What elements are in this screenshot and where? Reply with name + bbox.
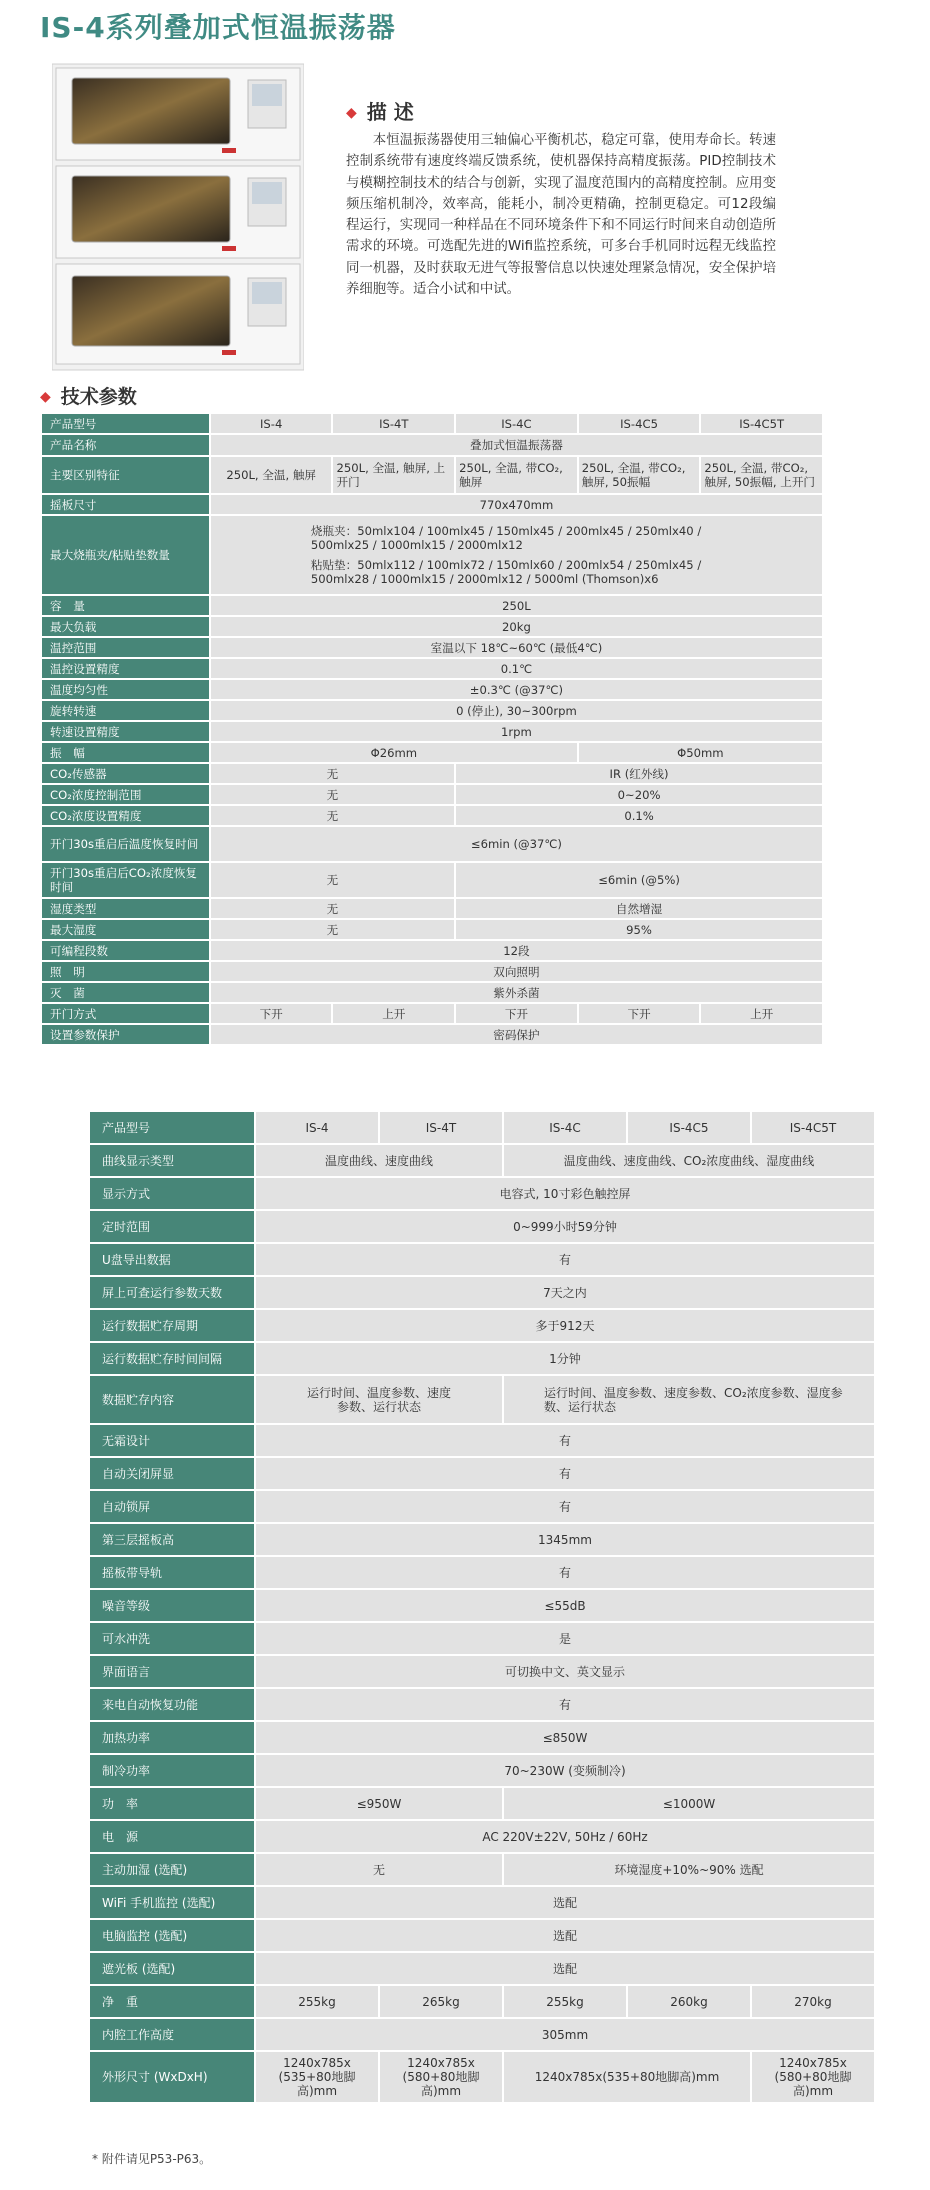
table-row xyxy=(42,680,822,699)
value-cell: 250L, 全温, 带CO₂, 触屏, 50振幅, 上开门 xyxy=(701,457,822,493)
value-cell: 无 xyxy=(211,806,454,825)
row-label: 转速设置精度 xyxy=(42,722,209,741)
table-row xyxy=(42,722,822,741)
value-cell: 可切换中文、英文显示 xyxy=(256,1656,874,1687)
table-row xyxy=(90,1211,874,1242)
row-label: 内腔工作高度 xyxy=(90,2019,254,2050)
table-row xyxy=(42,457,822,493)
value-cell: ≤55dB xyxy=(256,1590,874,1621)
product-image xyxy=(52,62,304,372)
diamond-bullet-icon: ◆ xyxy=(40,389,51,405)
table-row xyxy=(42,806,822,825)
table-row xyxy=(42,962,822,981)
table-row xyxy=(42,495,822,514)
value-cell: 有 xyxy=(256,1458,874,1489)
model-cell: IS-4 xyxy=(211,414,332,433)
value-cell: 0~20% xyxy=(456,785,822,804)
row-label: 主动加湿 (选配) xyxy=(90,1854,254,1885)
spec-table-1 xyxy=(40,412,824,1046)
table-row xyxy=(90,1244,874,1275)
value-cell: 1240x785x (580+80地脚高)mm xyxy=(380,2052,502,2102)
value-cell: 运行时间、温度参数、速度参数、运行状态 xyxy=(256,1376,502,1423)
model-cell: IS-4T xyxy=(333,414,454,433)
value-cell: 环境湿度+10%~90% 选配 xyxy=(504,1854,874,1885)
row-label: 噪音等级 xyxy=(90,1590,254,1621)
table-row xyxy=(90,2052,874,2102)
row-label: 开门方式 xyxy=(42,1004,209,1023)
table-row xyxy=(42,596,822,615)
table-row xyxy=(42,920,822,939)
model-cell: IS-4C5 xyxy=(579,414,700,433)
table-row xyxy=(42,827,822,861)
value-cell: 0.1% xyxy=(456,806,822,825)
row-label: 可编程段数 xyxy=(42,941,209,960)
row-label: 功 率 xyxy=(90,1788,254,1819)
value-cell: 紫外杀菌 xyxy=(211,983,822,1002)
value-cell: ≤1000W xyxy=(504,1788,874,1819)
table-row xyxy=(90,1623,874,1654)
row-label: 自动关闭屏显 xyxy=(90,1458,254,1489)
value-cell: 20kg xyxy=(211,617,822,636)
row-label: 电脑监控 (选配) xyxy=(90,1920,254,1951)
row-label: 开门30s重启后CO₂浓度恢复时间 xyxy=(42,863,209,897)
table-row xyxy=(90,1755,874,1786)
table-row xyxy=(42,1025,822,1044)
value-cell: 选配 xyxy=(256,1887,874,1918)
table-row xyxy=(42,414,822,433)
value-cell: 有 xyxy=(256,1689,874,1720)
shaker-unit-bottom xyxy=(56,264,300,364)
table-row xyxy=(90,1343,874,1374)
row-label: 定时范围 xyxy=(90,1211,254,1242)
row-label: 界面语言 xyxy=(90,1656,254,1687)
value-cell: 下开 xyxy=(456,1004,577,1023)
table-row xyxy=(42,1004,822,1023)
row-label: 产品型号 xyxy=(42,414,209,433)
value-cell: Φ50mm xyxy=(579,743,822,762)
row-label: 摇板尺寸 xyxy=(42,495,209,514)
row-label: 温度均匀性 xyxy=(42,680,209,699)
table-row xyxy=(42,764,822,783)
row-label: U盘导出数据 xyxy=(90,1244,254,1275)
row-label: 产品型号 xyxy=(90,1112,254,1143)
value-cell: 260kg xyxy=(628,1986,750,2017)
value-cell: 无 xyxy=(211,764,454,783)
table-row xyxy=(90,1953,874,1984)
row-label: 制冷功率 xyxy=(90,1755,254,1786)
value-cell: 选配 xyxy=(256,1920,874,1951)
value-cell: 12段 xyxy=(211,941,822,960)
value-cell: 无 xyxy=(211,863,454,897)
row-label: 净 重 xyxy=(90,1986,254,2017)
model-cell: IS-4C xyxy=(456,414,577,433)
row-label: WiFi 手机监控 (选配) xyxy=(90,1887,254,1918)
row-label: 灭 菌 xyxy=(42,983,209,1002)
value-cell: 1rpm xyxy=(211,722,822,741)
row-label: 湿度类型 xyxy=(42,899,209,918)
value-cell: ≤950W xyxy=(256,1788,502,1819)
table-row xyxy=(90,1821,874,1852)
value-cell: 无 xyxy=(211,785,454,804)
row-label: CO₂浓度设置精度 xyxy=(42,806,209,825)
table-row xyxy=(42,638,822,657)
table-row xyxy=(90,1722,874,1753)
table-row xyxy=(90,1178,874,1209)
table-row xyxy=(90,1277,874,1308)
table-row xyxy=(42,785,822,804)
table-row xyxy=(90,2019,874,2050)
table-row xyxy=(90,1425,874,1456)
value-cell: 温度曲线、速度曲线、CO₂浓度曲线、湿度曲线 xyxy=(504,1145,874,1176)
model-cell: IS-4C5T xyxy=(701,414,822,433)
table-row xyxy=(90,1491,874,1522)
value-cell: 无 xyxy=(256,1854,502,1885)
value-cell: 叠加式恒温振荡器 xyxy=(211,435,822,455)
table-row xyxy=(90,1458,874,1489)
row-label: 运行数据贮存周期 xyxy=(90,1310,254,1341)
row-label: 摇板带导轨 xyxy=(90,1557,254,1588)
value-cell: 250L, 全温, 带CO₂, 触屏, 50振幅 xyxy=(579,457,700,493)
table-row xyxy=(42,743,822,762)
value-cell: 1345mm xyxy=(256,1524,874,1555)
value-cell: 95% xyxy=(456,920,822,939)
row-label: 数据贮存内容 xyxy=(90,1376,254,1423)
shaker-unit-middle xyxy=(56,166,300,258)
model-cell: IS-4C5T xyxy=(752,1112,874,1143)
table-row xyxy=(90,1145,874,1176)
row-label: 来电自动恢复功能 xyxy=(90,1689,254,1720)
table-row xyxy=(42,516,822,594)
value-cell: 下开 xyxy=(211,1004,332,1023)
row-label: CO₂传感器 xyxy=(42,764,209,783)
value-cell xyxy=(211,516,822,594)
value-cell: 温度曲线、速度曲线 xyxy=(256,1145,502,1176)
row-label: 开门30s重启后温度恢复时间 xyxy=(42,827,209,861)
table-row xyxy=(90,1310,874,1341)
description-heading: ◆ 描 述 xyxy=(346,100,414,124)
value-cell: 0.1℃ xyxy=(211,659,822,678)
value-cell: 有 xyxy=(256,1557,874,1588)
value-cell: 7天之内 xyxy=(256,1277,874,1308)
value-cell: 密码保护 xyxy=(211,1025,822,1044)
row-label: 振 幅 xyxy=(42,743,209,762)
row-label: 最大烧瓶夹/粘贴垫数量 xyxy=(42,516,209,594)
table-row xyxy=(42,617,822,636)
shaker-unit-top xyxy=(56,68,300,160)
row-label: 最大负载 xyxy=(42,617,209,636)
value-cell: 运行时间、温度参数、速度参数、CO₂浓度参数、湿度参数、运行状态 xyxy=(504,1376,874,1423)
value-cell: 电容式, 10寸彩色触控屏 xyxy=(256,1178,874,1209)
value-cell: AC 220V±22V, 50Hz / 60Hz xyxy=(256,1821,874,1852)
params-heading: ◆ 技术参数 xyxy=(40,386,137,408)
row-label: 设置参数保护 xyxy=(42,1025,209,1044)
table-row xyxy=(90,1854,874,1885)
row-label: 旋转转速 xyxy=(42,701,209,720)
row-label: 显示方式 xyxy=(90,1178,254,1209)
row-label: 运行数据贮存时间间隔 xyxy=(90,1343,254,1374)
value-cell: 下开 xyxy=(579,1004,700,1023)
model-cell: IS-4C5 xyxy=(628,1112,750,1143)
value-cell: 250L, 全温, 带CO₂, 触屏 xyxy=(456,457,577,493)
value-cell: ≤6min (@5%) xyxy=(456,863,822,897)
model-cell: IS-4T xyxy=(380,1112,502,1143)
table-row xyxy=(90,1887,874,1918)
model-cell: IS-4C xyxy=(504,1112,626,1143)
value-cell: 250L, 全温, 触屏, 上开门 xyxy=(333,457,454,493)
description-text: 本恒温振荡器使用三轴偏心平衡机芯，稳定可靠，使用寿命长。转速控制系统带有速度终端反馈系统，使机器保持高精度振荡。PID控制技术与模糊控制技术的结合与创新，实现了温度范围内的高精度控制。应用变频压缩机制冷，效率高，能耗小，制冷更精确，控制更稳定。可12段编程运行，实现同一种样品在不同环境条件下和不同运行时间来自动创造所需求的环境。可选配先进的Wifi监控系统，可多台手机同时远程无线监控同一机器，及时获取无进气等报警信息以快速处理紧急情况，安全保护培养细胞等。适合小试和中试。 xyxy=(346,133,776,298)
value-cell: 250L xyxy=(211,596,822,615)
value-cell: ±0.3℃ (@37℃) xyxy=(211,680,822,699)
table-row xyxy=(42,983,822,1002)
flask-clamp-text: 烧瓶夹：50mlx104 / 100mlx45 / 150mlx45 / 200mlx45 / 250mlx40 / 500mlx25 / 1000mlx15 / 2000mlx12 xyxy=(310,524,702,552)
value-cell: 255kg xyxy=(504,1986,626,2017)
table-row xyxy=(90,1524,874,1555)
row-label: 电 源 xyxy=(90,1821,254,1852)
value-cell: 室温以下 18℃~60℃ (最低4℃) xyxy=(211,638,822,657)
row-label: 外形尺寸 (WxDxH) xyxy=(90,2052,254,2102)
value-cell: 270kg xyxy=(752,1986,874,2017)
row-label: 曲线显示类型 xyxy=(90,1145,254,1176)
value-cell: 是 xyxy=(256,1623,874,1654)
value-cell: 有 xyxy=(256,1244,874,1275)
table-row xyxy=(42,659,822,678)
spec-table-2 xyxy=(88,1110,876,2104)
table-row xyxy=(90,1590,874,1621)
value-cell: 无 xyxy=(211,920,454,939)
table-row xyxy=(42,899,822,918)
row-label: 遮光板 (选配) xyxy=(90,1953,254,1984)
page-title: IS-4系列叠加式恒温振荡器 xyxy=(40,11,396,44)
row-label: 温控设置精度 xyxy=(42,659,209,678)
row-label: 容 量 xyxy=(42,596,209,615)
value-cell: 0~999小时59分钟 xyxy=(256,1211,874,1242)
table-row xyxy=(90,1986,874,2017)
sticky-pad-text: 粘贴垫：50mlx112 / 100mlx72 / 150mlx60 / 200mlx54 / 250mlx45 / 500mlx28 / 1000mlx15 / 2000mlx12 / 5000ml (Thomson)x6 xyxy=(310,558,702,586)
row-label: 屏上可查运行参数天数 xyxy=(90,1277,254,1308)
table-row xyxy=(90,1656,874,1687)
value-cell: 255kg xyxy=(256,1986,378,2017)
value-cell: ≤6min (@37℃) xyxy=(211,827,822,861)
row-label: 无霜设计 xyxy=(90,1425,254,1456)
row-label: 主要区别特征 xyxy=(42,457,209,493)
value-cell: 上开 xyxy=(701,1004,822,1023)
diamond-bullet-icon: ◆ xyxy=(346,105,357,121)
value-cell: 双向照明 xyxy=(211,962,822,981)
value-cell: 无 xyxy=(211,899,454,918)
value-cell: 有 xyxy=(256,1491,874,1522)
row-label: CO₂浓度控制范围 xyxy=(42,785,209,804)
table-row xyxy=(90,1112,874,1143)
row-label: 第三层摇板高 xyxy=(90,1524,254,1555)
table-row xyxy=(42,435,822,455)
value-cell: Φ26mm xyxy=(211,743,577,762)
table-row xyxy=(42,941,822,960)
value-cell: 多于912天 xyxy=(256,1310,874,1341)
value-cell: 770x470mm xyxy=(211,495,822,514)
value-cell: 1分钟 xyxy=(256,1343,874,1374)
table-row xyxy=(90,1788,874,1819)
table-row xyxy=(42,863,822,897)
table-row xyxy=(90,1689,874,1720)
value-cell: 上开 xyxy=(333,1004,454,1023)
value-cell: 有 xyxy=(256,1425,874,1456)
row-label: 照 明 xyxy=(42,962,209,981)
table-row xyxy=(90,1920,874,1951)
value-cell: 1240x785x(535+80地脚高)mm xyxy=(504,2052,750,2102)
value-cell: 70~230W (变频制冷) xyxy=(256,1755,874,1786)
row-label: 自动锁屏 xyxy=(90,1491,254,1522)
table-row xyxy=(90,1376,874,1423)
row-label: 最大湿度 xyxy=(42,920,209,939)
model-cell: IS-4 xyxy=(256,1112,378,1143)
value-cell: 1240x785x (535+80地脚高)mm xyxy=(256,2052,378,2102)
value-cell: 265kg xyxy=(380,1986,502,2017)
row-label: 温控范围 xyxy=(42,638,209,657)
table-row xyxy=(42,701,822,720)
table-row xyxy=(90,1557,874,1588)
footnote: * 附件请见P53-P63。 xyxy=(92,2152,212,2166)
value-cell: 选配 xyxy=(256,1953,874,1984)
value-cell: 自然增湿 xyxy=(456,899,822,918)
value-cell: IR (红外线) xyxy=(456,764,822,783)
value-cell: 305mm xyxy=(256,2019,874,2050)
row-label: 可水冲洗 xyxy=(90,1623,254,1654)
value-cell: ≤850W xyxy=(256,1722,874,1753)
row-label: 产品名称 xyxy=(42,435,209,455)
value-cell: 0 (停止), 30~300rpm xyxy=(211,701,822,720)
value-cell: 250L, 全温, 触屏 xyxy=(211,457,332,493)
value-cell: 1240x785x (580+80地脚高)mm xyxy=(752,2052,874,2102)
row-label: 加热功率 xyxy=(90,1722,254,1753)
